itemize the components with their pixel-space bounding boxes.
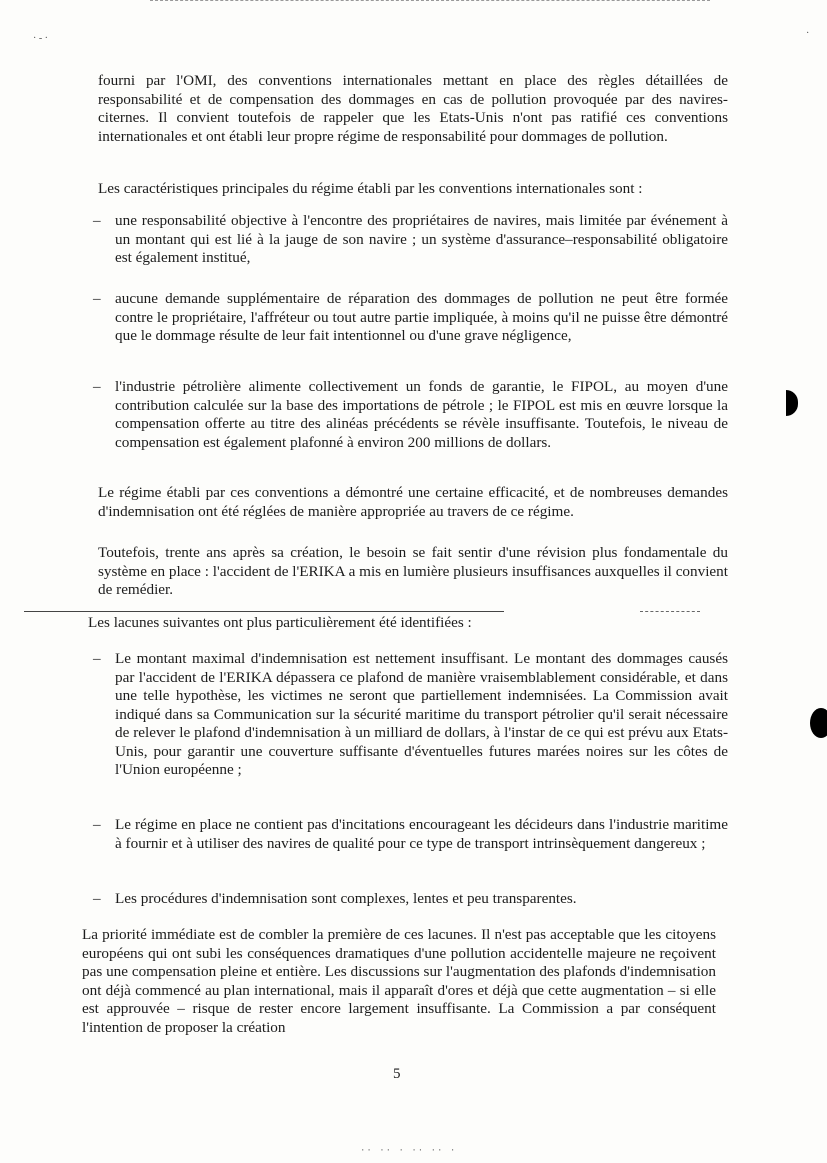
scan-cut-line: [24, 611, 504, 612]
punch-hole-mark: [810, 708, 827, 738]
top-scan-edge: [150, 0, 710, 1]
bullet-no-claim: [93, 290, 728, 346]
paragraph-characteristics: Les caractéristiques principales du régime établi par les conventions internationales sont :: [98, 180, 643, 197]
paragraph-intro: fourni par l'OMI, des conventions internationales mettant en place des règles détaillées de responsabilité et de compensation des dommages en cas de pollution provoquée par des navires-citernes. Il convient toutefois de rappeler que les Etats-Unis n'ont pas ratifié ces conventions internationales et ont établi leur propre régime de responsabilité pour dommages de pollution.: [98, 72, 728, 145]
bullet-dash: –: [93, 816, 101, 833]
bullet-fipol: [93, 378, 728, 452]
bullet-text: l'industrie pétrolière alimente collectivement un fonds de garantie, le FIPOL, au moyen d'une contribution calculée sur la base des importations de pétrole ; le FIPOL est mis en œuvre lorsque la compensation offerte au titre des alinéas précédents se révèle insuffisante. Toutefois, le niveau de compensation est également plafonné à environ 200 millions de dollars.: [115, 378, 728, 451]
paragraph-priority: La priorité immédiate est de combler la première de ces lacunes. Il n'est pas acceptable que les citoyens européens qui ont subi les conséquences dramatiques d'une pollution accidentelle majeure ne reçoivent pas une compensation pleine et entière. Les discussions sur l'augmentation des plafonds d'indemnisation ont déjà commencé au plan international, mais il apparaît d'ores et déjà que cette augmentation – si elle est approuvée – risque de rester encore largement insuffisante. La Commission a par conséquent l'intention de proposer la création: [82, 926, 716, 1036]
scan-mark-left: · - ·: [33, 33, 48, 44]
fax-footer-noise: ·· ·· · ·· ·· ·: [360, 1146, 457, 1156]
bullet-no-incentives: [93, 816, 728, 853]
bullet-dash: –: [93, 650, 101, 667]
scan-cut-line-right: [640, 611, 700, 612]
bullet-text: Les procédures d'indemnisation sont complexes, lentes et peu transparentes.: [115, 890, 577, 907]
bullet-dash: –: [93, 290, 101, 307]
bullet-text: aucune demande supplémentaire de réparation des dommages de pollution ne peut être formée contre le propriétaire, l'affréteur ou tout autre partie impliquée, à moins qu'il ne puisse être démontré que le dommage résulte de leur fait intentionnel ou d'une grave négligence,: [115, 290, 728, 344]
bullet-text: Le montant maximal d'indemnisation est nettement insuffisant. Le montant des dommages causés par l'accident de l'ERIKA dépassera ce plafond de manière vraisemblablement considérable, et dans une telle hypothèse, les victimes ne seront que partiellement indemnisées. La Commission avait indiqué dans sa Communication sur la sécurité maritime du transport pétrolier qu'il serait nécessaire de relever le plafond d'indemnisation à un milliard de dollars, à l'instar de ce qui est prévu aux Etats-Unis, pour garantir une couverture suffisante d'éventuelles futures marées noires sur les côtes de l'Union européenne ;: [115, 650, 728, 778]
bullet-text: une responsabilité objective à l'encontre des propriétaires de navires, mais limitée par événement à un montant qui est lié à la jauge de son navire ; un système d'assurance–responsabilité obligatoire est également institué,: [115, 212, 728, 266]
bullet-procedures: [93, 890, 728, 909]
bullet-objective-liability: [93, 212, 728, 268]
bullet-max-indemnity: [93, 650, 728, 780]
bullet-text: Le régime en place ne contient pas d'incitations encourageant les décideurs dans l'industrie maritime à fournir et à utiliser des navires de qualité pour ce type de transport intrinsèquement dangereux ;: [115, 816, 728, 852]
page-number: 5: [393, 1066, 401, 1082]
paragraph-efficacy: Le régime établi par ces conventions a démontré une certaine efficacité, et de nombreuses demandes d'indemnisation ont été réglées de manière appropriée au travers de ce régime.: [98, 484, 728, 520]
bullet-dash: –: [93, 378, 101, 395]
punch-hole-mark: [786, 390, 798, 416]
paragraph-gaps: Les lacunes suivantes ont plus particulièrement été identifiées :: [88, 614, 472, 631]
bullet-dash: –: [93, 212, 101, 229]
paragraph-revision: Toutefois, trente ans après sa création, le besoin se fait sentir d'une révision plus fondamentale du système en place : l'accident de l'ERIKA a mis en lumière plusieurs insuffisances auxquelles il convient de remédier.: [98, 544, 728, 598]
scan-mark-right: ·: [806, 28, 810, 39]
bullet-dash: –: [93, 890, 101, 907]
